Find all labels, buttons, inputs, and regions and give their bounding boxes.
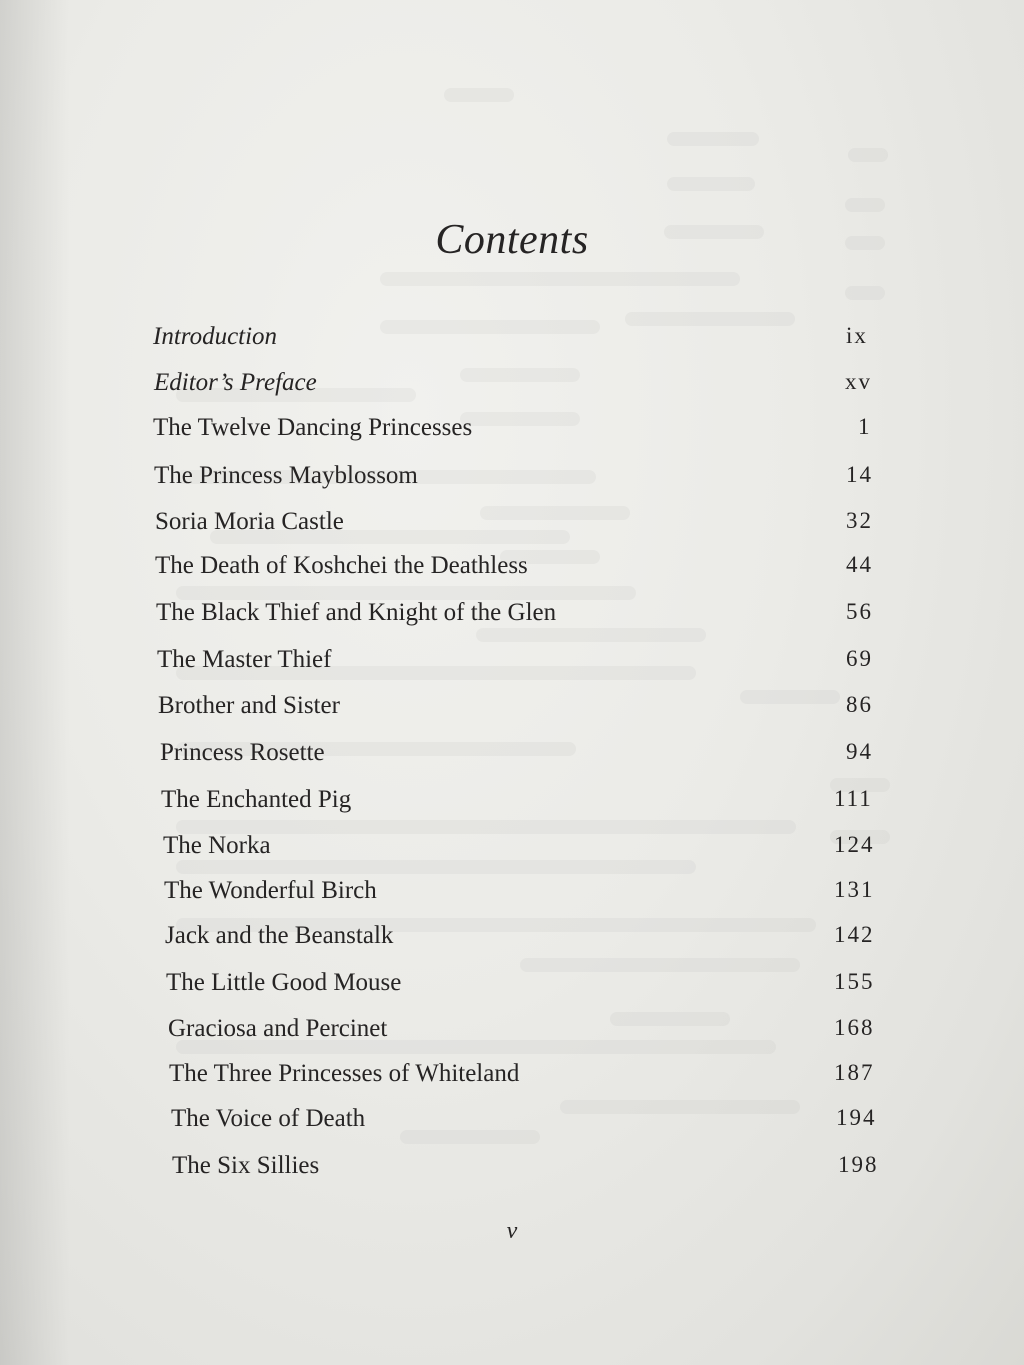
toc-entry-title: The Norka: [163, 832, 271, 859]
toc-entry[interactable]: [0, 646, 1024, 686]
toc-entry-title: Editor’s Preface: [154, 369, 317, 396]
toc-entry-title: The Six Sillies: [172, 1152, 320, 1179]
toc-entry-page: 1: [858, 414, 872, 439]
toc-entry[interactable]: [0, 739, 1024, 779]
toc-entry-title: The Little Good Mouse: [166, 969, 402, 996]
toc-entry-page: 69: [846, 646, 873, 671]
toc-entry[interactable]: [0, 552, 1024, 592]
toc-entry[interactable]: [0, 877, 1024, 917]
toc-entry-title: The Twelve Dancing Princesses: [153, 414, 473, 441]
toc-entry-title: Jack and the Beanstalk: [165, 922, 394, 949]
toc-entry[interactable]: [0, 369, 1024, 409]
toc-entry-page: 142: [834, 922, 875, 947]
toc-entry-page: xv: [845, 369, 872, 394]
toc-entry-title: The Voice of Death: [171, 1105, 366, 1132]
toc-entry-page: 131: [834, 877, 875, 902]
toc-entry-page: 94: [846, 739, 873, 764]
toc-entry[interactable]: [0, 414, 1024, 454]
toc-entry-title: Graciosa and Percinet: [168, 1015, 388, 1042]
toc-entry-title: The Death of Koshchei the Deathless: [155, 552, 528, 579]
toc-entry-page: 155: [834, 969, 875, 994]
toc-entry[interactable]: [0, 692, 1024, 732]
toc-entry-page: 44: [846, 552, 873, 577]
toc-entry-page: 86: [846, 692, 873, 717]
toc-entry[interactable]: [0, 969, 1024, 1009]
toc-entry[interactable]: [0, 1015, 1024, 1055]
toc-entry-page: 111: [834, 786, 873, 811]
toc-entry-title: Princess Rosette: [160, 739, 325, 766]
toc-entry-title: The Master Thief: [157, 646, 332, 673]
toc-entry[interactable]: [0, 1152, 1024, 1192]
toc-entry[interactable]: [0, 1060, 1024, 1100]
toc-entry-page: ix: [846, 323, 868, 348]
toc-entry-page: 124: [834, 832, 875, 857]
toc-entry-title: Introduction: [153, 323, 278, 350]
toc-entry-page: 194: [836, 1105, 877, 1130]
toc-entry-page: 56: [846, 599, 873, 624]
toc-entry-title: Brother and Sister: [158, 692, 340, 719]
toc-entry[interactable]: [0, 508, 1024, 548]
toc-entry-page: 198: [838, 1152, 879, 1177]
toc-entry-title: The Three Princesses of Whiteland: [169, 1060, 520, 1087]
toc-entry-page: 14: [846, 462, 873, 487]
toc-entry[interactable]: [0, 832, 1024, 872]
toc-entry[interactable]: [0, 922, 1024, 962]
toc-entry[interactable]: [0, 1105, 1024, 1145]
toc-entry-page: 32: [846, 508, 873, 533]
page-number: v: [506, 1218, 518, 1244]
toc-entry-page: 187: [834, 1060, 875, 1085]
toc-entry[interactable]: [0, 599, 1024, 639]
toc-entry-title: The Enchanted Pig: [161, 786, 352, 813]
toc-entry-title: The Black Thief and Knight of the Glen: [156, 599, 557, 626]
toc-entry[interactable]: [0, 462, 1024, 502]
contents-heading: Contents: [435, 217, 589, 263]
toc-entry-title: The Princess Mayblossom: [154, 462, 418, 489]
toc-entry[interactable]: [0, 786, 1024, 826]
toc-entry-page: 168: [834, 1015, 875, 1040]
toc-entry-title: Soria Moria Castle: [155, 508, 344, 535]
toc-entry[interactable]: [0, 323, 1024, 363]
toc-entry-title: The Wonderful Birch: [164, 877, 377, 904]
